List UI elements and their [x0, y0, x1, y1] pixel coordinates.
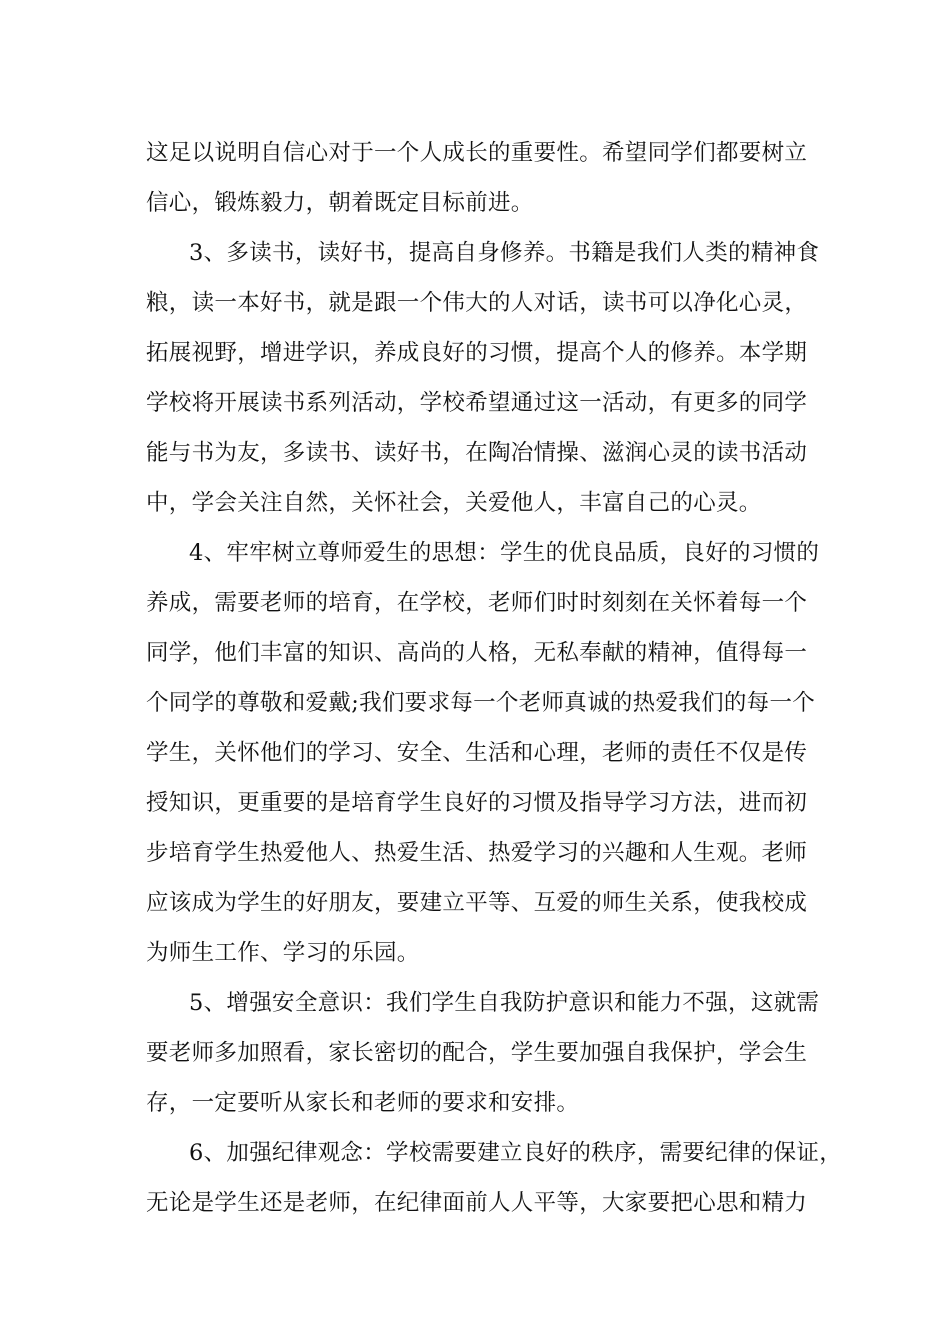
paragraph-5-heading-line: 5、增强安全意识：我们学生自我防护意识和能力不强，这就需 — [189, 990, 820, 1016]
text-line: 存，一定要听从家长和老师的要求和安排。 — [146, 1090, 580, 1116]
text-line: 个同学的尊敬和爱戴;我们要求每一个老师真诚的热爱我们的每一个 — [146, 690, 816, 716]
text-line: 中，学会关注自然，关怀社会，关爱他人，丰富自己的心灵。 — [146, 490, 762, 516]
text-line: 应该成为学生的好朋友，要建立平等、互爱的师生关系，使我校成 — [146, 890, 808, 916]
text-line: 步培育学生热爱他人、热爱生活、热爱学习的兴趣和人生观。老师 — [146, 840, 808, 866]
text-line: 学校将开展读书系列活动，学校希望通过这一活动，有更多的同学 — [146, 390, 808, 416]
text-line: 养成，需要老师的培育，在学校，老师们时时刻刻在关怀着每一个 — [146, 590, 808, 616]
text-line: 能与书为友，多读书、读好书，在陶冶情操、滋润心灵的读书活动 — [146, 440, 808, 466]
text-line: 这足以说明自信心对于一个人成长的重要性。希望同学们都要树立 — [146, 140, 808, 166]
text-line: 为师生工作、学习的乐园。 — [146, 940, 420, 966]
text-line: 授知识，更重要的是培育学生良好的习惯及指导学习方法，进而初 — [146, 790, 808, 816]
text-line: 信心，锻炼毅力，朝着既定目标前进。 — [146, 190, 534, 216]
text-line: 学生，关怀他们的学习、安全、生活和心理，老师的责任不仅是传 — [146, 740, 808, 766]
paragraph-3-heading-line: 3、多读书，读好书，提高自身修养。书籍是我们人类的精神食 — [189, 240, 820, 266]
text-line: 无论是学生还是老师，在纪律面前人人平等，大家要把心思和精力 — [146, 1190, 808, 1216]
text-line: 粮，读一本好书，就是跟一个伟大的人对话，读书可以净化心灵， — [146, 290, 808, 316]
text-line: 拓展视野，增进学识，养成良好的习惯，提高个人的修养。本学期 — [146, 340, 808, 366]
paragraph-4-heading-line: 4、牢牢树立尊师爱生的思想：学生的优良品质，良好的习惯的 — [189, 540, 820, 566]
paragraph-6-heading-line: 6、加强纪律观念：学校需要建立良好的秩序，需要纪律的保证， — [189, 1140, 843, 1166]
text-line: 要老师多加照看，家长密切的配合，学生要加强自我保护，学会生 — [146, 1040, 808, 1066]
text-line: 同学，他们丰富的知识、高尚的人格，无私奉献的精神，值得每一 — [146, 640, 808, 666]
